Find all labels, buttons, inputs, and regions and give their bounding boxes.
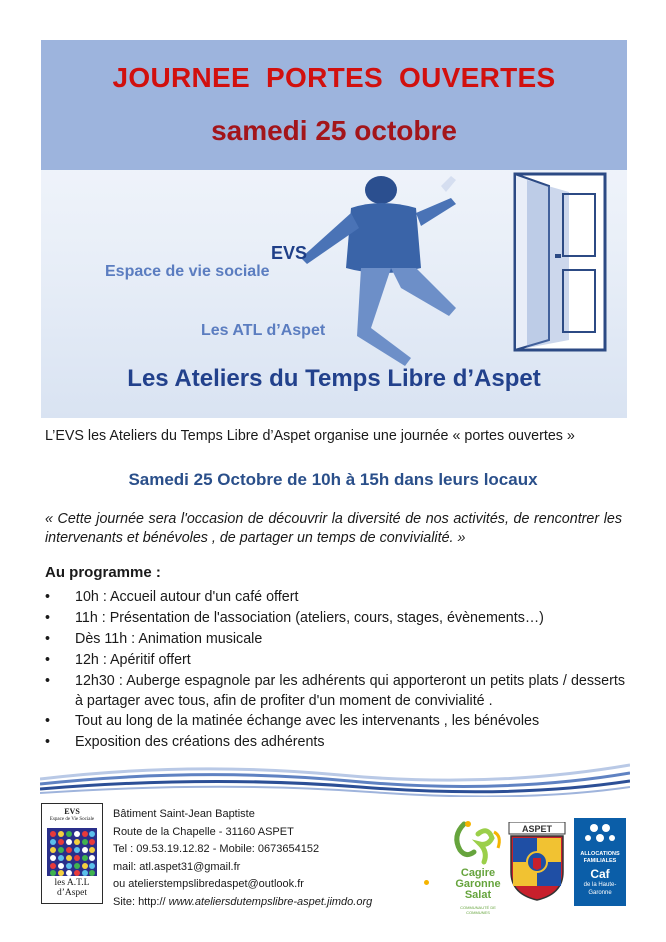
intro-paragraph: L’EVS les Ateliers du Temps Libre d’Aspet organise une journée « portes ouvertes » — [45, 428, 575, 444]
organization-title: Les Ateliers du Temps Libre d’Aspet — [127, 365, 541, 392]
website-link[interactable]: www.ateliersdutempslibre-aspet.jimdo.org — [168, 895, 373, 908]
program-item: • 10h : Accueil autour d'un café offert — [45, 587, 625, 608]
evs-logo — [41, 803, 103, 904]
website-label: Site: http:// — [113, 895, 166, 908]
caf-line3: de la Haute- — [583, 882, 617, 888]
mosaic-icon — [47, 828, 97, 876]
evs-logo-name — [42, 878, 102, 898]
program-list — [45, 587, 625, 753]
program-item: • 12h30 : Auberge espagnole par les adhérents qui apporteront un petits plats / desserts à partager avec tous, afin de profiter d'un moment de convivialité . — [45, 671, 625, 711]
cagire-tagline: COMMUNAUTÉ DE COMMUNES — [460, 905, 496, 915]
open-door-illustration — [507, 172, 609, 352]
caf-logo — [574, 818, 626, 906]
evs-logo-title: EVS — [64, 807, 80, 816]
cagire-line1: Cagire — [460, 867, 496, 879]
cagire-name — [448, 868, 508, 901]
decorative-wave — [40, 757, 630, 797]
caf-family-icon — [574, 820, 626, 850]
contact-website[interactable] — [113, 894, 372, 912]
event-schedule-line: Samedi 25 Octobre de 10h à 15h dans leurs locaux — [128, 470, 538, 489]
event-title: JOURNEE PORTES OUVERTES — [112, 62, 556, 93]
cagire-line2: Garonne — [455, 878, 501, 890]
evs-label: EVS — [271, 243, 308, 263]
event-date: samedi 25 octobre — [211, 115, 457, 146]
contact-email[interactable]: mail: atl.aspet31@gmail.fr — [113, 860, 241, 873]
caf-line2: FAMILIALES — [583, 858, 617, 864]
program-item: • Dès 11h : Animation musicale — [45, 629, 625, 650]
program-item: • Exposition des créations des adhérents — [45, 732, 625, 753]
contact-building: Bâtiment Saint-Jean Baptiste — [113, 808, 255, 820]
caf-line4: Garonne — [588, 890, 612, 896]
contact-address: Route de la Chapelle - 31160 ASPET — [113, 825, 294, 838]
decorative-dot — [424, 880, 429, 885]
evs-subtitle: Espace de vie sociale — [105, 263, 270, 280]
header-banner — [41, 40, 627, 418]
program-heading: Au programme : — [45, 564, 161, 581]
program-item: • 11h : Présentation de l'association (ateliers, cours, stages, évènements…) — [45, 608, 625, 629]
aspet-label: ASPET — [521, 824, 553, 834]
aspet-coat-of-arms — [507, 822, 567, 902]
quote-paragraph: « Cette journée sera l'occasion de découvrir la diversité de nos activités, de rencontrer les intervenants et bénévoles , de partager un temps de convivialité. » — [45, 511, 622, 546]
evs-logo-name-line2: d’Aspet — [56, 888, 88, 898]
banner-title-band — [41, 40, 627, 170]
evs-logo-name-line1: les A.T.L — [54, 878, 90, 888]
contact-phones: Tel : 09.53.19.12.82 - Mobile: 0673654152 — [113, 843, 320, 855]
caf-name: Caf — [590, 867, 610, 881]
contact-alt-email[interactable]: ou atelierstempslibredaspet@outlook.fr — [113, 878, 304, 890]
cagire-line3: Salat — [464, 889, 492, 901]
contact-block — [113, 806, 372, 911]
program-item: • 12h : Apéritif offert — [45, 650, 625, 671]
atl-label: Les ATL d’Aspet — [201, 322, 326, 339]
program-item: • Tout au long de la matinée échange avec les intervenants , les bénévoles — [45, 711, 625, 732]
evs-logo-subtitle: Espace de Vie Sociale — [49, 817, 95, 822]
cagire-garonne-salat-logo — [448, 818, 508, 915]
cgs-monogram-icon — [448, 818, 508, 866]
caf-line1: ALLOCATIONS — [580, 851, 620, 857]
